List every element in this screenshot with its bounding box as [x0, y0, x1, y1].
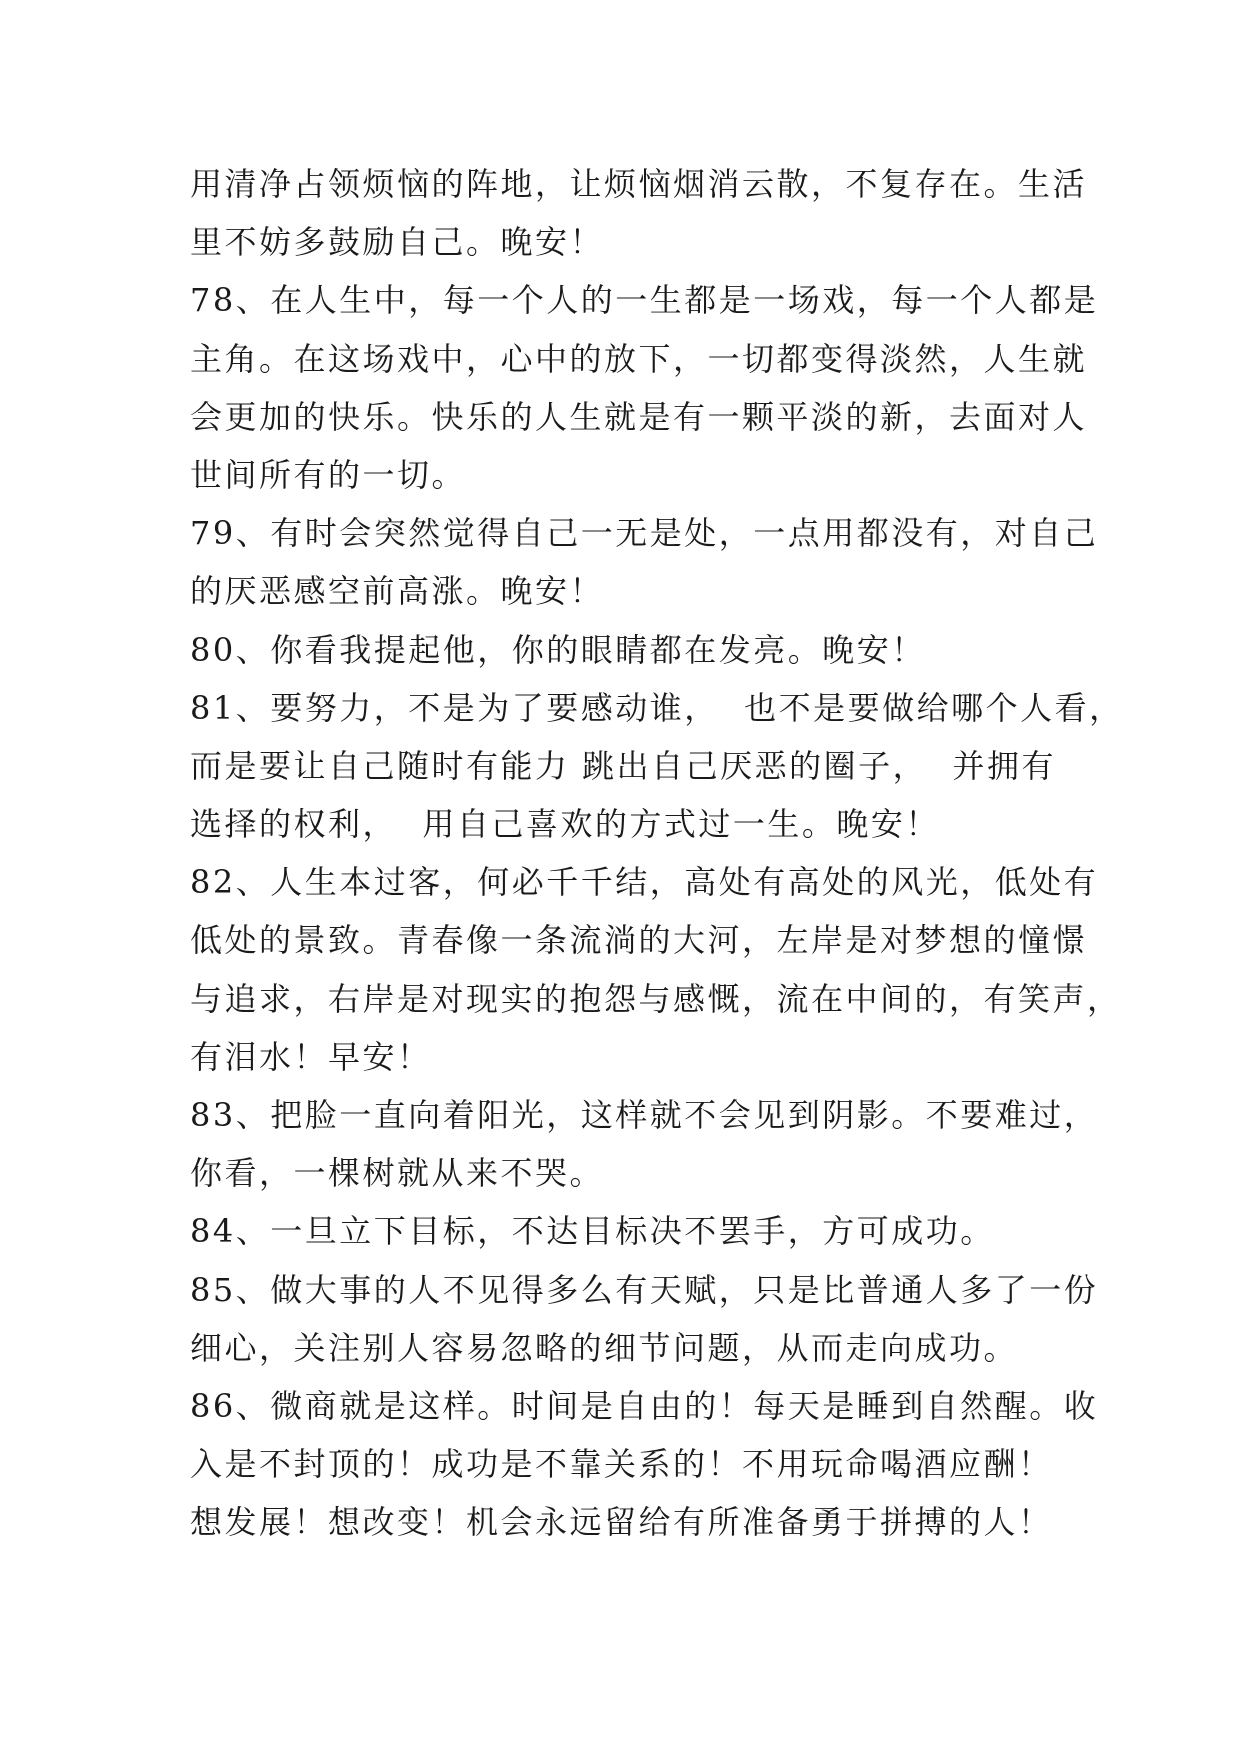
text-line: 细心，关注别人容易忽略的细节问题，从而走向成功。: [190, 1328, 1019, 1367]
text-line: 85、做大事的人不见得多么有天赋，只是比普通人多了一份: [190, 1270, 1099, 1309]
text-line: 而是要让自己随时有能力 跳出自己厌恶的圈子， 并拥有: [190, 746, 1057, 785]
text-line: 选择的权利， 用自己喜欢的方式过一生。晚安！: [190, 805, 940, 844]
text-line: 与追求，右岸是对现实的抱怨与感慨，流在中间的，有笑声，: [190, 979, 1122, 1018]
text-line: 86、微商就是这样。时间是自由的！每天是睡到自然醒。收: [190, 1386, 1099, 1425]
text-line: 78、在人生中，每一个人的一生都是一场戏，每一个人都是: [190, 281, 1099, 320]
text-line: 里不妨多鼓励自己。晚安！: [190, 223, 605, 262]
text-line: 81、要努力，不是为了要感动谁， 也不是要做给哪个人看，: [190, 688, 1124, 727]
text-line: 82、人生本过客，何必千千结，高处有高处的风光，低处有: [190, 863, 1099, 902]
text-line: 你看，一棵树就从来不哭。: [190, 1154, 605, 1193]
text-line: 的厌恶感空前高涨。晚安！: [190, 572, 605, 611]
text-line: 低处的景致。青春像一条流淌的大河，左岸是对梦想的憧憬: [190, 921, 1088, 960]
document-body: [190, 155, 1124, 1552]
text-line: 用清净占领烦恼的阵地，让烦恼烟消云散，不复存在。生活: [190, 165, 1088, 203]
text-line: 84、一旦立下目标，不达目标决不罢手，方可成功。: [190, 1212, 995, 1251]
text-line: 主角。在这场戏中，心中的放下，一切都变得淡然，人生就: [190, 339, 1088, 378]
text-line: 世间所有的一切。: [190, 455, 467, 494]
text-line: 79、有时会突然觉得自己一无是处，一点用都没有，对自己: [190, 514, 1099, 553]
text-line: 80、你看我提起他，你的眼睛都在发亮。晚安！: [190, 630, 926, 669]
text-line: 83、把脸一直向着阳光，这样就不会见到阴影。不要难过，: [190, 1096, 1099, 1134]
text-line: 会更加的快乐。快乐的人生就是有一颗平淡的新，去面对人: [190, 397, 1088, 436]
text-line: 入是不封顶的！成功是不靠关系的！不用玩命喝酒应酬！: [190, 1445, 1053, 1484]
text-line: 有泪水！早安！: [190, 1037, 432, 1076]
text-line: 想发展！想改变！机会永远留给有所准备勇于拼搏的人！: [190, 1503, 1053, 1542]
